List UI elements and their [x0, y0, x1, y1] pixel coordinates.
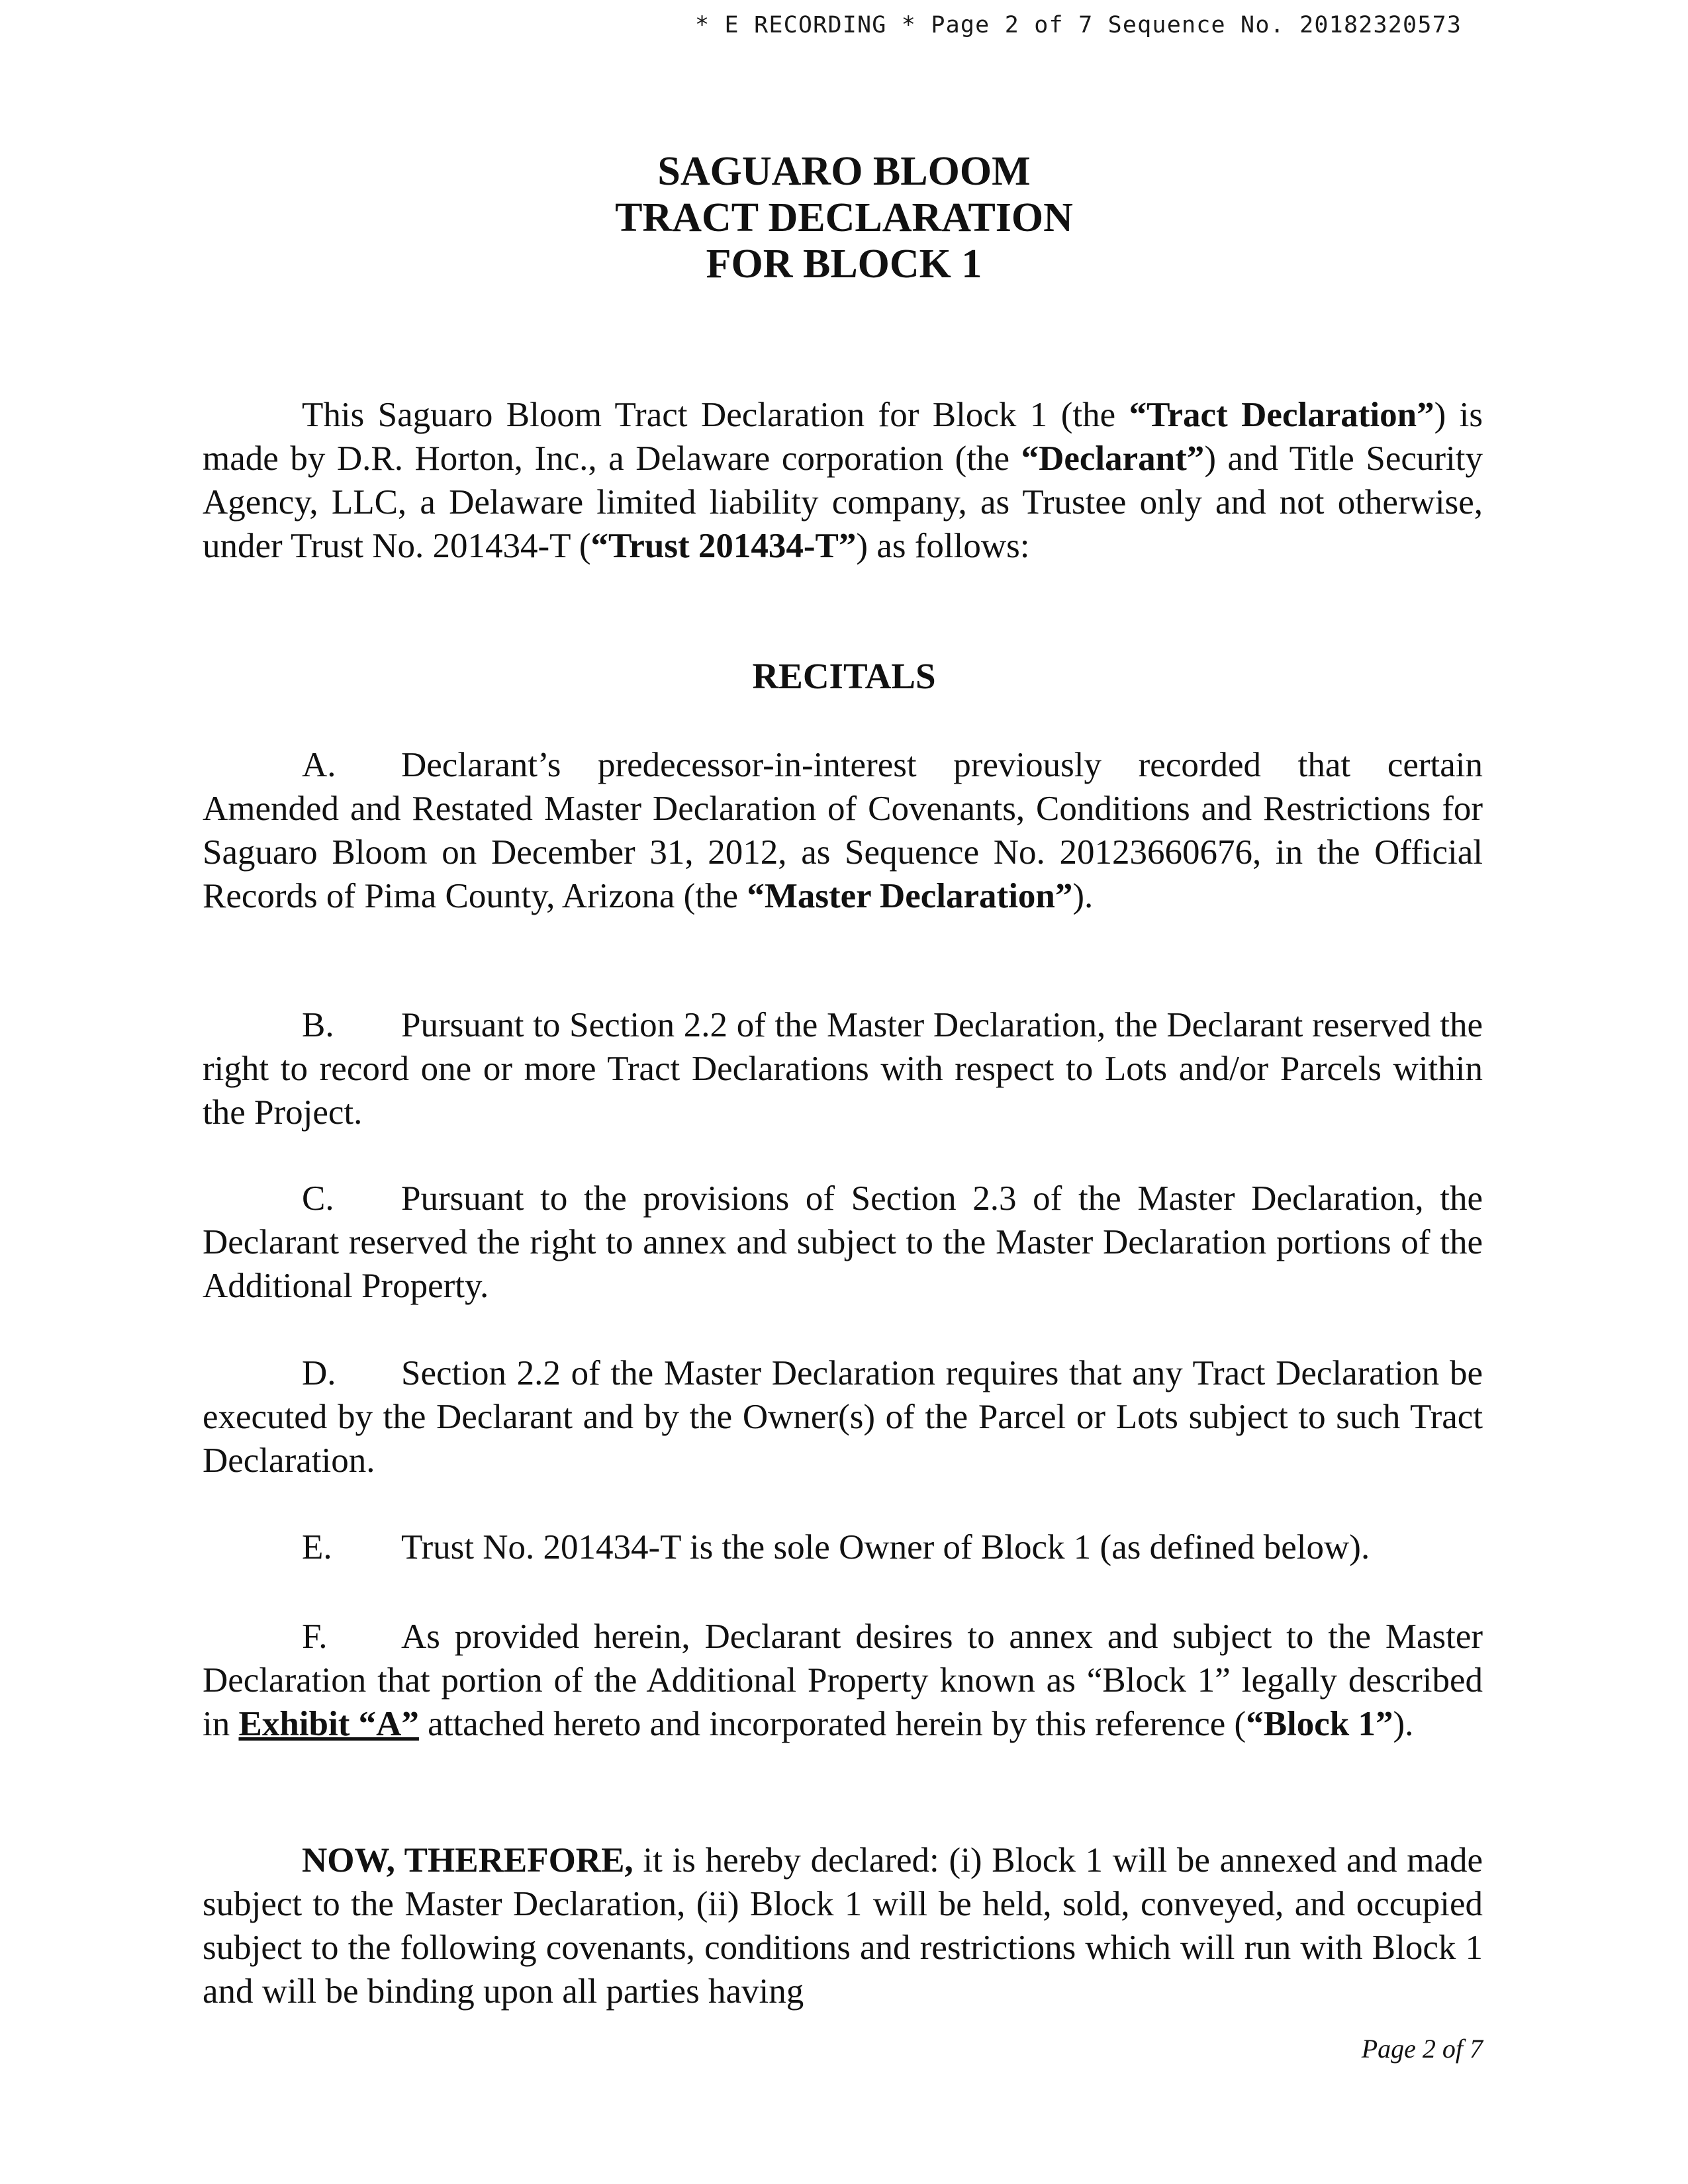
title-line-3: FOR BLOCK 1	[706, 242, 982, 287]
recital-a-letter: A.	[302, 746, 336, 784]
intro-bold-trust: “Trust 201434-T”	[590, 527, 857, 565]
recital-a	[203, 743, 1483, 918]
recital-f-bold: “Block 1”	[1246, 1705, 1393, 1743]
recital-c-letter: C.	[302, 1179, 334, 1218]
recital-b-text: Pursuant to Section 2.2 of the Master Declaration, the Declarant reserved the right to record one or more Tract Declarations with respect to Lots and/or Parcels within the Project.	[203, 1006, 1483, 1132]
recital-f-text: As provided herein, Declarant desires to annex and subject to the Master Declaration that portion of the Additional Property known as “Block 1” legally described in	[203, 1617, 1483, 1743]
intro-bold-declarant: “Declarant”	[1021, 439, 1205, 478]
intro-text-1: This Saguaro Bloom Tract Declaration for Block 1 (the	[302, 396, 1129, 434]
recital-f-letter: F.	[302, 1617, 328, 1656]
recital-e-letter: E.	[302, 1528, 332, 1567]
recitals-heading: RECITALS	[752, 656, 936, 696]
intro-paragraph	[203, 393, 1483, 568]
recital-a-end: ).	[1072, 877, 1094, 915]
now-therefore-paragraph	[203, 1839, 1483, 2013]
intro-text-4: ) as follows:	[856, 527, 1030, 565]
exhibit-a-reference: Exhibit “A”	[238, 1705, 419, 1743]
page-number: Page 2 of 7	[1361, 2034, 1483, 2064]
recital-d-letter: D.	[302, 1354, 336, 1392]
recital-b	[203, 1003, 1483, 1134]
recital-e	[203, 1525, 1483, 1569]
recital-a-bold: “Master Declaration”	[747, 877, 1073, 915]
intro-text-3: ) and Title Security Agency, LLC, a Delaware limited liability company, as Trustee only and not otherwise, under Trust No. 201434-T (	[203, 439, 1483, 565]
recital-a-text: Declarant’s predecessor-in-interest previously recorded that certain Amended and Restated Master Declaration of Covenants, Conditions and Restrictions for Saguaro Bloom on December 31, 2012, as Sequence No. 20123660676, in the Official Records of Pima County, Arizona (the	[203, 746, 1483, 915]
intro-text-2: ) is made by D.R. Horton, Inc., a Delaware corporation (the	[203, 396, 1483, 478]
recording-header: * E RECORDING * Page 2 of 7 Sequence No. 20182320573	[695, 12, 1462, 38]
title-line-2: TRACT DECLARATION	[615, 195, 1073, 240]
recital-f	[203, 1615, 1483, 1746]
recital-c-text: Pursuant to the provisions of Section 2.3 of the Master Declaration, the Declarant reserved the right to annex and subject to the Master Declaration portions of the Additional Property.	[203, 1179, 1483, 1305]
recital-e-text: Trust No. 201434-T is the sole Owner of Block 1 (as defined below).	[401, 1528, 1370, 1567]
recital-f-text-2: attached hereto and incorporated herein by this reference (	[418, 1705, 1246, 1743]
title-line-1: SAGUARO BLOOM	[657, 149, 1031, 194]
intro-bold-tract-declaration: “Tract Declaration”	[1129, 396, 1434, 434]
recital-d-text: Section 2.2 of the Master Declaration requires that any Tract Declaration be executed by the Declarant and by the Owner(s) of the Parcel or Lots subject to such Tract Declaration.	[203, 1354, 1483, 1480]
recital-c	[203, 1177, 1483, 1308]
document-title	[0, 148, 1688, 287]
recital-f-end: ).	[1393, 1705, 1414, 1743]
now-therefore-text: it is hereby declared: (i) Block 1 will be annexed and made subject to the Master Declaration, (ii) Block 1 will be held, sold, conveyed, and occupied subject to the following covenants, conditions and restrictions which will run with Block 1 and will be binding upon all parties having	[203, 1841, 1483, 2011]
now-therefore-bold: NOW, THEREFORE,	[302, 1841, 633, 1880]
recital-d	[203, 1351, 1483, 1482]
recital-b-letter: B.	[302, 1006, 334, 1044]
